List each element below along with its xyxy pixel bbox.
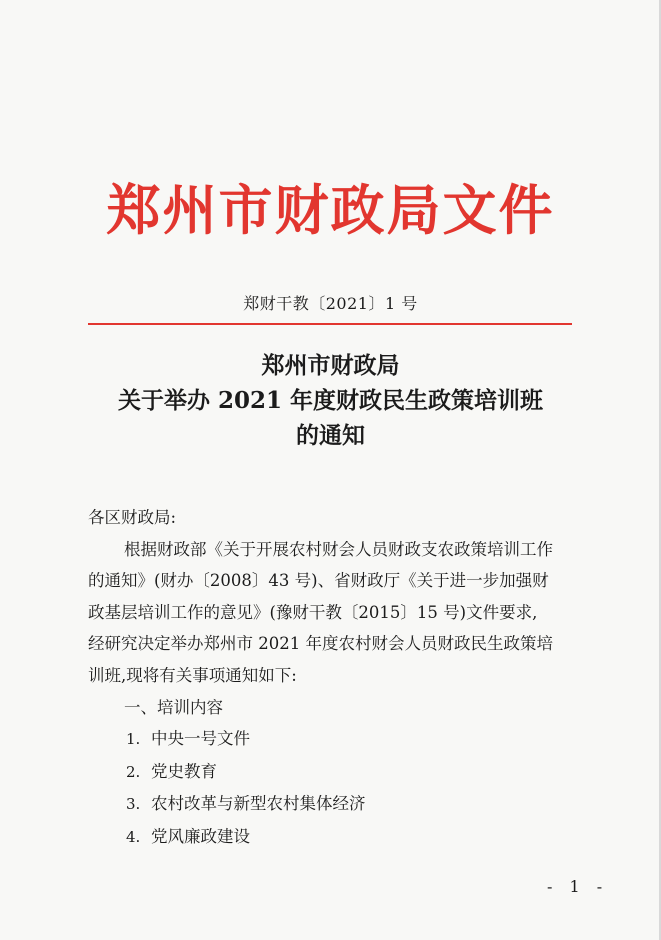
section-heading-training-content: 一、培训内容: [124, 697, 223, 717]
paragraph-line: 政基层培训工作的意见》(豫财干教〔2015〕15 号)文件要求,: [88, 602, 538, 622]
notice-title: [0, 348, 661, 453]
document-header-title: 郑州市财政局文件: [106, 178, 555, 242]
list-item-text: 农村改革与新型农村集体经济: [151, 794, 366, 814]
list-item-number: 3.: [126, 795, 141, 814]
list-item-number: 1.: [126, 730, 141, 749]
list-item-text: 党史教育: [151, 761, 217, 781]
list-item: [88, 821, 583, 854]
page-number: - 1 -: [547, 877, 609, 896]
paragraph-line: 的通知》(财办〔2008〕43 号)、省财政厅《关于进一步加强财: [88, 571, 549, 591]
notice-body: [88, 502, 583, 854]
addressee: 各区财政局:: [88, 508, 177, 527]
paragraph-line: 根据财政部《关于开展农村财会人员财政支农政策培训工作: [124, 539, 553, 559]
notice-title-line-1: 郑州市财政局: [261, 352, 400, 379]
paragraph-line: 经研究决定举办郑州市 2021 年度农村财会人员财政民生政策培: [88, 634, 553, 654]
document-number: 郑财干教〔2021〕1 号: [243, 294, 418, 313]
intro-paragraph: [88, 534, 583, 692]
notice-title-line-2: 关于举办 2021 年度财政民生政策培训班: [117, 387, 544, 414]
list-item-text: 党风廉政建设: [151, 826, 250, 846]
list-item-number: 2.: [126, 762, 141, 781]
red-separator-line: [88, 323, 572, 325]
list-item: [88, 788, 583, 821]
list-item-number: 4.: [126, 827, 141, 846]
list-item: [88, 723, 583, 756]
notice-title-line-3: 的通知: [296, 422, 365, 449]
training-content-list: [88, 723, 583, 853]
list-item: [88, 756, 583, 789]
list-item-text: 中央一号文件: [151, 729, 250, 749]
paragraph-line: 训班,现将有关事项通知如下:: [88, 665, 297, 685]
